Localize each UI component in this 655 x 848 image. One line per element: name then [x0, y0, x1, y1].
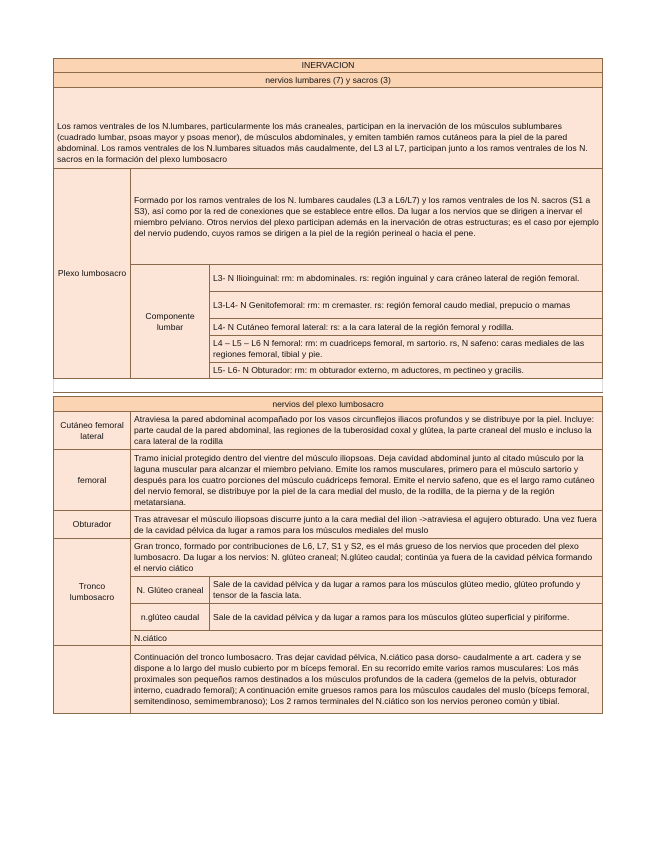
tronco-description: Gran tronco, formado por contribuciones de L6, L7, S1 y S2, es el más grueso de los nervios que proceden del plexo lumbosacro. Da lugar a los nervios: N. glúteo craneal; N.glúteo caudal; continúa ya fuera de la cavidad pélvica formando el nervio ciático	[131, 539, 603, 577]
gluteo-caudal-description: Sale de la cavidad pélvica y da lugar a ramos para los músculos glúteo superficial y piriforme.	[210, 604, 603, 631]
ciatico-label: N.ciático	[131, 631, 603, 646]
gluteo-craneal-description: Sale de la cavidad pélvica y da lugar a ramos para los músculos glúteo medio, glúteo profundo y tensor de la fascia lata.	[210, 577, 603, 604]
table-title: INERVACION	[54, 59, 603, 73]
cutaneo-description: Atraviesa la pared abdominal acompañado por los vasos circunflejos iliacos profundos y se distribuye por la piel. Incluye: parte caudal de la pared abdominal, las regiones de la tuberosidad coxal y glútea, la parte craneal del muslo e incluso la cara lateral de la rodilla	[131, 412, 603, 450]
inervacion-table	[53, 58, 603, 393]
componente-item: L3- N Ilioinguinal: rm: m abdominales. rs: región inguinal y cara cráneo lateral de región femoral.	[210, 265, 603, 292]
cutaneo-label: Cutáneo femoral lateral	[54, 412, 131, 450]
ciatico-description: Continuación del tronco lumbosacro. Tras dejar cavidad pélvica, N.ciático pasa dorso- caudalmente a art. cadera y se dispone a lo largo del muslo cubierto por m bíceps femoral. En su recorrido emite varios ramos musculares: Los más proximales son pequeños ramos destinados a los músculos profundos de la cadera (gemelos de la pelvis, obturador interno, cuadrado femoral); A continuación emite gruesos ramos para los músculos caudales del muslo (bíceps femoral, semitendinoso, semimembranoso); Los 2 ramos terminales del N.ciático son los nervios peroneo común y tibial.	[131, 646, 603, 714]
nervios-title: nervios del plexo lumbosacro	[54, 397, 603, 412]
femoral-label: femoral	[54, 450, 131, 511]
gluteo-craneal-label: N. Glúteo craneal	[131, 577, 210, 604]
obturador-label: Obturador	[54, 511, 131, 539]
gluteo-caudal-label: n.glúteo caudal	[131, 604, 210, 631]
componente-lumbar-label: Componente lumbar	[131, 265, 210, 379]
blank-cell	[54, 646, 131, 714]
spacer-row	[54, 379, 603, 393]
femoral-description: Tramo inicial protegido dentro del vientre del músculo iliopsoas. Deja cavidad abdominal junto al citado músculo por la laguna muscular para alcanzar el miembro pelviano. Emite los ramos musculares, primero para el músculo sartorio y después para los cuatro porciones del músculo cuádriceps femoral. Emite el nervio safeno, que es el largo ramo cutáneo del nervio femoral, se distribuye por la piel de la cara medial del muslo, de la rodilla, de la pierna y de la región metatarsiana.	[131, 450, 603, 511]
nervios-plexo-table	[53, 396, 603, 714]
obturador-description: Tras atravesar el músculo iliopsoas discurre junto a la cara medial del ilion ->atraviesa el agujero obturado. Una vez fuera de la cavidad pélvica da lugar a ramos para los músculos mediales del muslo	[131, 511, 603, 539]
table-subtitle: nervios lumbares (7) y sacros (3)	[54, 73, 603, 88]
componente-item: L3-L4- N Genitofemoral: rm: m cremaster. rs: región femoral caudo medial, prepucio o mamas	[210, 292, 603, 319]
plexo-description: Formado por los ramos ventrales de los N. lumbares caudales (L3 a L6/L7) y los ramos ventrales de los N. sacros (S1 a S3), así como por la red de conexiones que se establece entre ellos. Da lugar a los nervios que se dirigen a inervar el miembro pelviano. Otros nervios del plexo participan además en la inervación de otras estructuras; es el caso por ejemplo del nervio pudendo, cuyos ramos se dirigen a la piel de la región perineal o hacia el pene.	[131, 169, 603, 265]
componente-item: L4 – L5 – L6 N femoral: rm: m cuadriceps femoral, m sartorio. rs, N safeno: caras mediales de las regiones femoral, tibial y pie.	[210, 336, 603, 363]
tronco-label: Tronco lumbosacro	[54, 539, 131, 646]
intro-text: Los ramos ventrales de los N.lumbares, particularmente los más craneales, participan en la inervación de los músculos sublumbares (cuadrado lumbar, psoas mayor y psoas menor), de músculos abdominales, y emiten también ramos cutáneos para la piel de la pared abdominal. Los ramos ventrales de los N.lumbares situados más caudalmente, del L3 al L7, participan junto a los ramos ventrales de los N. sacros en la formación del plexo lumbosacro	[54, 88, 603, 169]
plexo-label: Plexo lumbosacro	[54, 169, 131, 379]
componente-item: L4- N Cutáneo femoral lateral: rs: a la cara lateral de la región femoral y rodilla.	[210, 319, 603, 336]
spreadsheet-page	[53, 58, 602, 714]
componente-item: L5- L6- N Obturador: rm: m obturador externo, m aductores, m pectineo y gracilis.	[210, 363, 603, 379]
